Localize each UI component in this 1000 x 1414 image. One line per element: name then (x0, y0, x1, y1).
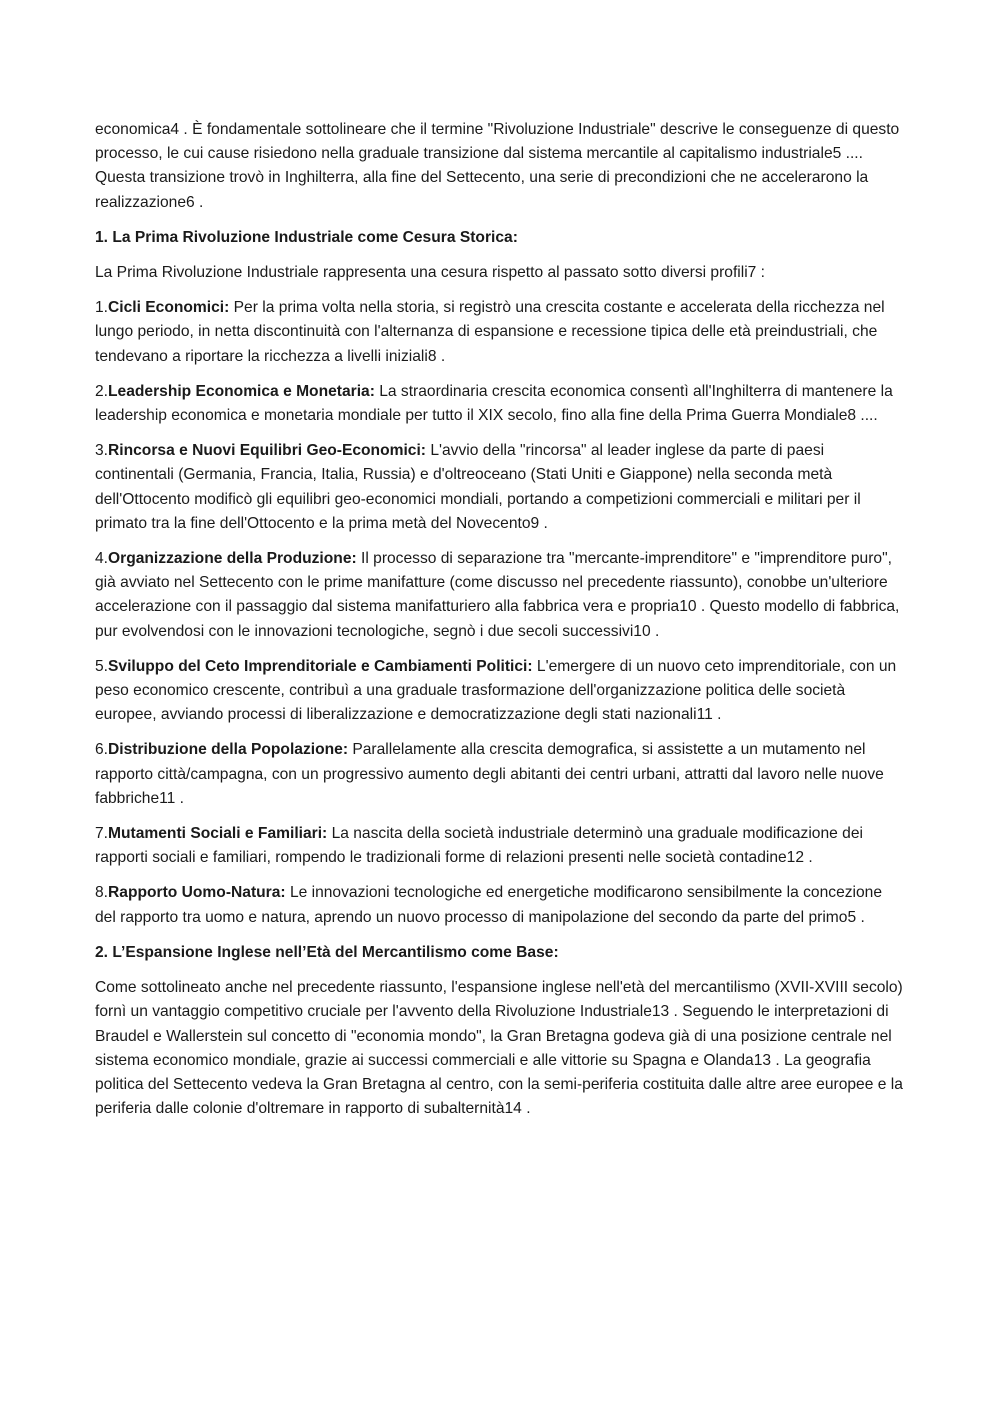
section-2-paragraph: Come sottolineato anche nel precedente riassunto, l'espansione inglese nell'età del mercantilismo (XVII-XVIII secolo) fornì un vantaggio competitivo cruciale per l'avvento della Rivoluzione Industriale13 . Seguendo le interpretazioni di Braudel e Wallerstein sul concetto di "economia mondo", la Gran Bretagna godeva già di una posizione centrale nel sistema economico mondiale, grazie ai successi commerciali e alle vittorie su Spagna e Olanda13 . La geografia politica del Settecento vedeva la Gran Bretagna al centro, con la semi-periferia costituita dalle altre aree europee e la periferia dalle colonie d'oltremare in rapporto di subalternità14 . (95, 979, 903, 1118)
item-title: Leadership Economica e Monetaria: (108, 382, 375, 400)
item-text: La nascita della società industriale determinò una graduale modificazione dei rapporti sociali e familiari, rompendo le tradizionali forme di relazioni presenti nelle società contadine12 . (95, 825, 863, 867)
list-item (95, 380, 907, 428)
list-item (95, 547, 907, 644)
item-text: Il processo di separazione tra "mercante-imprenditore" e "imprenditore puro", già avviato nel Settecento con le prime manifatture (come discusso nel precedente riassunto), conobbe un'ulteriore accelerazione con il passaggio dal sistema manifatturiero alla fabbrica vera e propria10 . Questo modello di fabbrica, pur evolvendosi con le innovazioni tecnologiche, segnò i due secoli successivi10 . (95, 550, 900, 640)
item-number: 6. (95, 741, 109, 759)
intro-paragraph: economica4 . È fondamentale sottolineare che il termine "Rivoluzione Industriale" descrive le conseguenze di questo processo, le cui cause risiedono nella graduale transizione dal sistema mercantile al capitalismo industriale5 .... Questa transizione trovò in Inghilterra, alla fine del Settecento, una serie di precondizioni che ne accelerarono la realizzazione6 . (95, 121, 900, 211)
section-1-heading: 1. La Prima Rivoluzione Industriale come Cesura Storica: (95, 228, 518, 246)
item-title: Distribuzione della Popolazione: (108, 741, 349, 759)
section-1-lead: La Prima Rivoluzione Industriale rappresenta una cesura rispetto al passato sotto diversi profili7 : (95, 264, 766, 282)
list-item (95, 822, 907, 870)
item-title: Rapporto Uomo-Natura: (108, 884, 286, 902)
item-number: 2. (95, 382, 109, 400)
item-text: Per la prima volta nella storia, si registrò una crescita costante e accelerata della ricchezza nel lungo periodo, in netta discontinuità con l'alternanza di espansione e recessione tipica delle età preindustriali, che tendevano a riportare la ricchezza a livelli iniziali8 . (95, 299, 885, 365)
list-item (95, 296, 907, 369)
item-title: Rincorsa e Nuovi Equilibri Geo-Economici: (108, 442, 427, 460)
item-title: Organizzazione della Produzione: (108, 550, 357, 568)
item-number: 4. (95, 550, 109, 568)
list-item (95, 738, 907, 811)
item-text: Parallelamente alla crescita demografica, si assistette a un mutamento nel rapporto città/campagna, con un progressivo aumento degli abitanti dei centri urbani, attratti dal lavoro nelle nuove fabbriche11 . (95, 741, 884, 807)
item-number: 8. (95, 884, 109, 902)
list-item (95, 881, 907, 929)
item-title: Mutamenti Sociali e Familiari: (108, 825, 328, 843)
list-item (95, 655, 907, 728)
item-text: La straordinaria crescita economica consentì all'Inghilterra di mantenere la leadership economica e monetaria mondiale per tutto il XIX secolo, fino alla fine della Prima Guerra Mondiale8 .... (95, 382, 893, 425)
item-number: 3. (95, 442, 109, 460)
section-2-heading: 2. L’Espansione Inglese nell’Età del Mercantilismo come Base: (95, 943, 559, 961)
item-title: Sviluppo del Ceto Imprenditoriale e Cambiamenti Politici: (108, 657, 533, 675)
list-item (95, 439, 907, 536)
item-number: 1. (95, 299, 109, 317)
item-number: 5. (95, 657, 109, 675)
item-text: L'avvio della "rincorsa" al leader inglese da parte di paesi continentali (Germania, Francia, Italia, Russia) e d'oltreoceano (Stati Uniti e Giappone) nella seconda metà dell'Ottocento modificò gli equilibri geo-economici mondiali, portando a competizioni commerciali e militari per il primato tra la fine dell'Ottocento e la prima metà del Novecento9 . (95, 442, 861, 532)
item-text: Le innovazioni tecnologiche ed energetiche modificarono sensibilmente la concezione del rapporto tra uomo e natura, aprendo un nuovo processo di manipolazione del secondo da parte del primo5 . (95, 884, 883, 926)
item-text: L'emergere di un nuovo ceto imprenditoriale, con un peso economico crescente, contribuì a una graduale trasformazione dell'organizzazione politica delle società europee, avviando processi di liberalizzazione e democratizzazione degli stati nazionali11 . (95, 657, 897, 724)
document-page (95, 118, 907, 1132)
item-title: Cicli Economici: (108, 299, 230, 317)
item-number: 7. (95, 825, 109, 843)
